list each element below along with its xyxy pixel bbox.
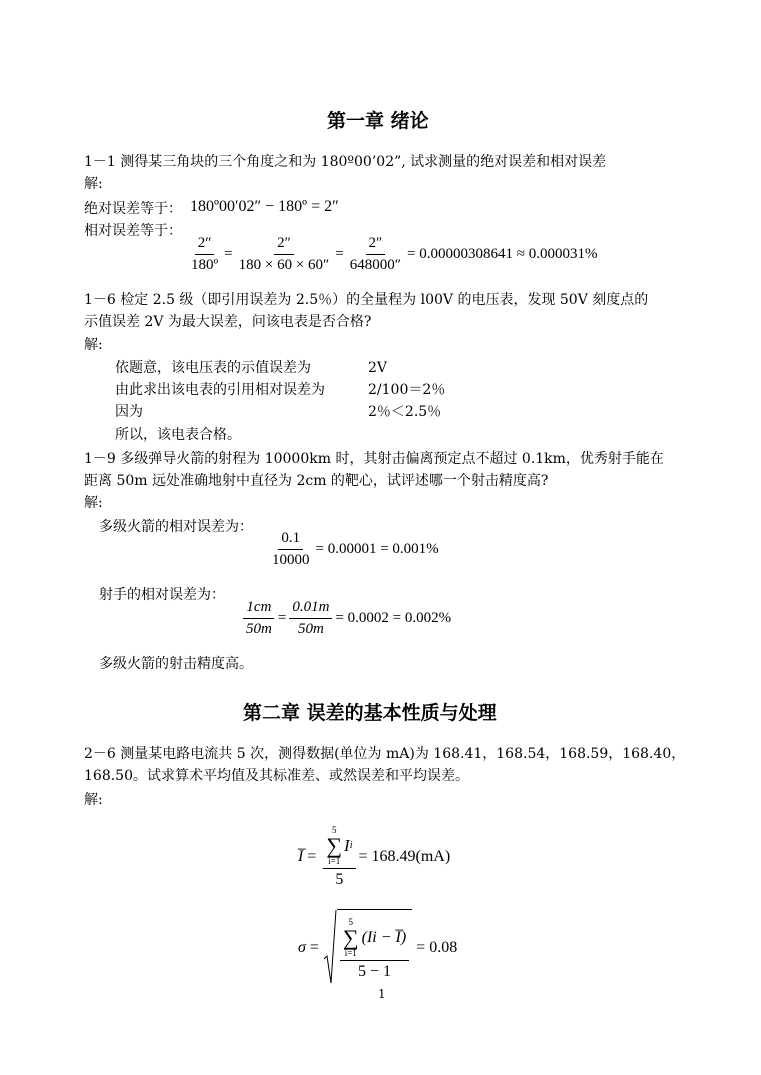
sum-lower-limit: i=1 xyxy=(344,948,357,958)
denominator: 50m xyxy=(246,620,272,637)
sigma-result: = 0.08 xyxy=(416,939,458,956)
square-root xyxy=(323,909,412,987)
equals-sign: = xyxy=(224,245,233,262)
mean-result: = 168.49(mA) xyxy=(358,848,451,865)
problem-1-9-question-line2: 距离 50m 远处准确地射中直径为 2cm 的靶心，试评述哪一个射击精度高? xyxy=(84,473,549,489)
row-value: 2％＜2.5％ xyxy=(368,404,442,420)
chapter-2-title: 第二章 误差的基本性质与处理 xyxy=(243,702,497,724)
fraction xyxy=(340,918,409,981)
page-number: 1 xyxy=(378,987,386,1001)
denominator: 180º xyxy=(191,256,219,273)
row-label: 由此求出该电表的引用相对误差为 xyxy=(115,382,325,398)
summation xyxy=(326,826,342,866)
summation xyxy=(343,918,359,958)
rocket-result: = 0.00001 = 0.001% xyxy=(315,540,439,557)
denominator: 180 × 60 × 60″ xyxy=(238,256,330,273)
solution-label: 解: xyxy=(84,337,103,353)
solution-label: 解: xyxy=(84,792,103,808)
conclusion: 多级火箭的射击精度高。 xyxy=(99,656,253,672)
radicand xyxy=(337,909,412,987)
equals-sign: = xyxy=(309,939,319,956)
fraction xyxy=(243,599,275,638)
numerator: 1cm xyxy=(243,599,274,619)
shooter-result: = 0.0002 = 0.002% xyxy=(335,609,452,626)
equals-sign: = xyxy=(335,245,344,262)
standard-deviation-formula xyxy=(298,908,457,988)
fraction xyxy=(188,235,221,274)
numerator: 0.1 xyxy=(278,530,303,550)
radical-sign-icon xyxy=(323,909,337,987)
fraction xyxy=(323,826,355,889)
conclusion: 所以，该电表合格。 xyxy=(115,427,241,443)
problem-2-6-question-line1: 2－6 测量某电路电流共 5 次，测得数据(单位为 mA)为 168.41，168.54，168.59，168.40， xyxy=(84,746,686,762)
fraction xyxy=(269,530,313,569)
fraction xyxy=(347,235,404,274)
solution-label: 解: xyxy=(84,495,103,511)
equals-sign: = xyxy=(277,609,287,626)
solution-label: 解: xyxy=(84,176,103,192)
denominator: 648000″ xyxy=(349,256,402,273)
sigma-symbol: σ xyxy=(298,939,306,956)
chapter-1-title: 第一章 绪论 xyxy=(327,110,429,132)
row-value: 2V xyxy=(368,360,388,376)
sum-upper-limit: 5 xyxy=(331,824,337,835)
sigma-icon: ∑ xyxy=(326,832,343,858)
mean-formula xyxy=(298,820,450,894)
denominator: 5 xyxy=(335,870,344,888)
relative-error-formula xyxy=(185,230,597,278)
sigma-icon: ∑ xyxy=(342,925,359,950)
problem-2-6-question-line2: 168.50。试求算术平均值及其标准差、或然误差和平均误差。 xyxy=(84,768,469,784)
variable: I xyxy=(344,835,350,855)
relative-error-result: = 0.00000308641 ≈ 0.000031% xyxy=(407,245,598,262)
mean-symbol: I̅ xyxy=(298,848,304,865)
fraction xyxy=(236,235,333,274)
relative-error-label: 相对误差等于： xyxy=(84,223,182,239)
equals-sign: = xyxy=(307,848,317,865)
shooter-relative-error-label: 射手的相对误差为： xyxy=(99,587,225,603)
denominator: 5 − 1 xyxy=(358,963,392,980)
rocket-relative-error-label: 多级火箭的相对误差为： xyxy=(99,519,253,535)
numerator: 2″ xyxy=(274,235,294,255)
shooter-relative-error-formula xyxy=(240,595,451,641)
sum-lower-limit: i=1 xyxy=(328,855,341,866)
absolute-error-label: 绝对误差等于： xyxy=(84,201,182,217)
absolute-error-expression: 180º00′02″ − 180º = 2″ xyxy=(190,198,339,215)
rocket-relative-error-formula xyxy=(266,526,439,572)
problem-1-6-question-line1: 1－6 检定 2.5 级（即引用误差为 2.5％）的全量程为 l00V 的电压表，发现 50V 刻度点的 xyxy=(84,292,649,308)
row-label: 依题意，该电压表的示值误差为 xyxy=(115,360,311,376)
numerator: 2″ xyxy=(366,235,386,255)
subscript: i xyxy=(349,840,353,851)
denominator: 50m xyxy=(297,620,324,637)
sum-expression: (Ii − I̅) xyxy=(361,929,407,946)
row-label: 因为 xyxy=(115,404,143,420)
numerator xyxy=(340,918,409,961)
problem-1-9-question-line1: 1－9 多级弹导火箭的射程为 10000km 时，其射击偏离预定点不超过 0.1km，优秀射手能在 xyxy=(84,451,664,467)
numerator: 0.01m xyxy=(289,599,332,619)
numerator xyxy=(323,826,355,869)
sum-upper-limit: 5 xyxy=(348,917,354,927)
problem-1-1-question: 1－1 测得某三角块的三个角度之和为 180º00’02”, 试求测量的绝对误差和相对误差 xyxy=(84,154,607,170)
row-value: 2/100＝2％ xyxy=(368,382,446,398)
problem-1-6-question-line2: 示值误差 2V 为最大误差，问该电表是否合格? xyxy=(84,314,372,330)
fraction xyxy=(289,599,332,638)
numerator: 2″ xyxy=(195,235,215,255)
denominator: 10000 xyxy=(272,551,310,568)
